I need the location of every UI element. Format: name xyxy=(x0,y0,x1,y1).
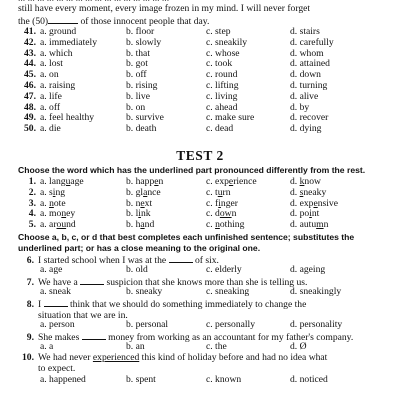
option-d: d. stairs xyxy=(290,26,320,37)
test-title: TEST 2 xyxy=(176,148,224,163)
underlined-part: a xyxy=(140,219,145,231)
question-number: 45. xyxy=(24,69,36,81)
word-part: othing xyxy=(219,219,245,231)
question-6-options xyxy=(18,265,398,276)
question-10-options xyxy=(18,375,398,386)
question-number: 3. xyxy=(28,197,36,209)
underlined-part: n xyxy=(49,197,54,209)
word-part: nk xyxy=(140,208,151,220)
word-part: nd xyxy=(144,219,155,231)
question-8-options xyxy=(18,320,398,331)
option-c: c. whose xyxy=(206,47,240,59)
question-number: 44. xyxy=(24,58,36,70)
instruction-pronunciation: Choose the word which has the underlined part pronounced differently from the rest. xyxy=(18,165,366,175)
word-part: a. ar xyxy=(40,219,57,231)
underlined-part: k xyxy=(299,176,305,187)
blank-9 xyxy=(82,331,106,340)
question-text: money from working as an accountant for my father's company. xyxy=(105,332,354,343)
word-part: nger xyxy=(220,197,238,209)
option-c: c. round xyxy=(206,69,238,81)
option-b: b. off xyxy=(126,69,147,81)
intro-line-3-pre: the (50) xyxy=(18,16,49,27)
option-b: b. spent xyxy=(126,374,156,385)
underlined-part: i xyxy=(52,186,56,198)
question-row xyxy=(18,124,398,135)
option-b: b. survive xyxy=(126,112,164,124)
option-a: a. which xyxy=(40,47,73,59)
question-number: 41. xyxy=(24,26,36,37)
option-c: c. took xyxy=(206,58,233,70)
option-a: a. sneak xyxy=(40,286,71,297)
intro-line-3-post: of those innocent people that day. xyxy=(78,16,210,27)
question-row xyxy=(18,38,398,49)
underlined-word: experienced xyxy=(92,352,140,363)
underlined-part: e xyxy=(228,176,234,187)
option-c: c. sneaking xyxy=(206,286,250,297)
word-part: ote xyxy=(53,197,66,209)
option-b: b. got xyxy=(126,58,148,70)
word-part: d. autu xyxy=(290,219,317,231)
question-10 xyxy=(18,353,390,374)
option-b: b. an xyxy=(126,341,145,352)
option-a: a. on xyxy=(40,69,59,81)
word-part: c. f xyxy=(206,197,219,209)
word-part: nsive xyxy=(317,197,338,209)
word-part: now xyxy=(304,176,321,187)
option-a: a. person xyxy=(40,319,75,330)
underlined-part: a xyxy=(143,186,148,198)
word-part: nd xyxy=(66,219,76,231)
pronunciation-row xyxy=(18,220,398,231)
option-d: d. attained xyxy=(290,58,330,70)
question-text: suspicion that she knows more than she is telling us. xyxy=(104,277,308,288)
question-number: 10. xyxy=(22,352,34,363)
part1-options xyxy=(18,27,398,135)
option-c: c. personally xyxy=(206,319,256,330)
word-part: nce xyxy=(147,186,161,198)
word-part: c. exp xyxy=(206,176,229,187)
question-text-line-2: to expect. xyxy=(38,362,76,374)
underlined-part: e xyxy=(154,176,159,187)
underlined-part: ow xyxy=(219,208,232,220)
option-a: a. lost xyxy=(40,58,63,70)
word-part: b. n xyxy=(126,197,141,209)
option-c xyxy=(206,220,244,231)
question-7-options xyxy=(18,287,398,298)
option-b: b. live xyxy=(126,90,150,102)
question-number: 49. xyxy=(24,112,36,124)
option-b: b. that xyxy=(126,47,150,59)
underlined-part: n xyxy=(61,208,67,220)
underlined-part: u xyxy=(217,186,223,198)
option-c: c. living xyxy=(206,90,238,102)
option-d: d. carefully xyxy=(290,36,334,48)
blank-8 xyxy=(44,298,68,307)
question-text: We have a xyxy=(38,277,81,288)
question-text: of six. xyxy=(192,255,219,266)
word-part: d. po xyxy=(290,208,310,220)
option-d: d. ageing xyxy=(290,264,326,275)
option-d: d. whom xyxy=(290,47,324,59)
question-number: 9. xyxy=(26,332,34,343)
option-b: b. personal xyxy=(126,319,169,330)
question-number: 50. xyxy=(24,123,36,135)
word-part: rience xyxy=(233,176,257,187)
question-text: I started school when I was at the xyxy=(38,255,169,266)
underlined-part: ou xyxy=(56,219,67,231)
option-a: a. life xyxy=(40,90,62,102)
underlined-part: e xyxy=(313,197,318,209)
option-a: a. die xyxy=(40,123,61,135)
question-number: 5. xyxy=(28,219,36,231)
option-d: d. down xyxy=(290,69,321,81)
word-part: xt xyxy=(144,197,153,209)
blank-6 xyxy=(169,254,193,263)
option-c: c. known xyxy=(206,374,242,385)
option-c: c. lifting xyxy=(206,79,239,91)
option-a: a. a xyxy=(40,341,54,352)
option-b: b. rising xyxy=(126,79,158,91)
question-number: 42. xyxy=(24,36,36,48)
option-a: a. ground xyxy=(40,26,77,37)
blank-50 xyxy=(48,15,78,24)
question-number: 2. xyxy=(28,186,36,198)
word-part: a. s xyxy=(40,186,53,198)
option-c: c. make sure xyxy=(206,112,255,124)
question-text: this kind of holiday before and had no idea what xyxy=(139,352,328,363)
word-part: rn xyxy=(222,186,231,198)
question-number: 46. xyxy=(24,79,36,91)
question-text: think that we should do something immediately to change the xyxy=(67,299,307,310)
question-row xyxy=(18,92,398,103)
option-a: a. off xyxy=(40,101,61,113)
underlined-part: gu xyxy=(60,176,71,187)
word-part: a. mo xyxy=(40,208,62,220)
word-part: d. xyxy=(290,176,300,187)
option-d: d. recover xyxy=(290,112,329,124)
question-number: 47. xyxy=(24,90,36,102)
word-part: n xyxy=(231,208,237,220)
underlined-part: i xyxy=(309,208,312,220)
option-a xyxy=(40,220,76,231)
word-part: a. xyxy=(40,197,50,209)
question-number: 8. xyxy=(26,299,34,310)
word-part: ng xyxy=(55,186,66,198)
question-number: 48. xyxy=(24,101,36,113)
option-c: c. elderly xyxy=(206,264,242,275)
option-d: d. Ø xyxy=(290,341,307,352)
option-a: a. age xyxy=(40,264,63,275)
option-d: d. sneakingly xyxy=(290,286,342,297)
option-d: d. turning xyxy=(290,79,328,91)
word-part: b. gl xyxy=(126,186,144,198)
word-part: c. xyxy=(206,219,216,231)
option-c: c. ahead xyxy=(206,101,238,113)
word-part: nt xyxy=(311,208,320,220)
option-b: b. floor xyxy=(126,26,155,37)
pronunciation-options xyxy=(18,177,398,231)
question-text: We had never xyxy=(38,352,93,363)
question-text: I xyxy=(38,299,44,310)
option-d: d. dying xyxy=(290,123,322,135)
underlined-part: i xyxy=(138,208,141,220)
word-part: n xyxy=(323,219,329,231)
instruction-completion: Choose a, b, c, or d that best completes each unfinished sentence; substitutes the underlined part; or has a close meaning to the original one. xyxy=(18,232,355,253)
intro-line-2: still have every moment, every image frozen in my mind. I will never forget xyxy=(18,3,311,14)
underlined-part: e xyxy=(140,197,145,209)
option-b: b. old xyxy=(126,264,148,275)
underlined-part: i xyxy=(218,197,221,209)
option-d xyxy=(290,220,328,231)
option-d: d. personality xyxy=(290,319,343,330)
question-number: 43. xyxy=(24,47,36,59)
word-part: n xyxy=(158,176,164,187)
question-text: She makes xyxy=(38,332,82,343)
word-part: b. l xyxy=(126,208,139,220)
question-text-line-2: situation that we are in. xyxy=(38,309,128,321)
word-part: c. d xyxy=(206,208,220,220)
option-a: a. immediately xyxy=(40,36,98,48)
question-number: 6. xyxy=(26,255,34,266)
word-part: neaky xyxy=(303,186,327,198)
option-b: b. on xyxy=(126,101,146,113)
option-c: c. sneakily xyxy=(206,36,248,48)
word-part: c. t xyxy=(206,186,218,198)
word-part: b. happ xyxy=(126,176,155,187)
option-c: c. dead xyxy=(206,123,234,135)
option-b: b. death xyxy=(126,123,157,135)
underlined-part: s xyxy=(299,186,304,198)
option-b: b. slowly xyxy=(126,36,162,48)
option-c: c. step xyxy=(206,26,231,37)
option-d: d. alive xyxy=(290,90,319,102)
underlined-part: m xyxy=(316,219,324,231)
word-part: d. xyxy=(290,186,300,198)
option-b xyxy=(126,220,154,231)
question-8 xyxy=(18,298,390,321)
option-a: a. feel healthy xyxy=(40,112,95,124)
option-b: b. sneaky xyxy=(126,286,163,297)
word-part: ey xyxy=(66,208,76,220)
option-a: a. raising xyxy=(40,79,76,91)
word-part: b. h xyxy=(126,219,141,231)
underlined-part: n xyxy=(215,219,220,231)
question-number: 7. xyxy=(26,277,34,288)
word-part: age xyxy=(70,176,84,187)
option-a: a. happened xyxy=(40,374,86,385)
option-d: d. noticed xyxy=(290,374,328,385)
word-part: a. lan xyxy=(40,176,61,187)
question-number: 1. xyxy=(28,176,36,187)
option-c: c. the xyxy=(206,341,227,352)
word-part: d. exp xyxy=(290,197,314,209)
question-number: 4. xyxy=(28,208,36,220)
option-d: d. by xyxy=(290,101,310,113)
blank-7 xyxy=(80,276,104,285)
